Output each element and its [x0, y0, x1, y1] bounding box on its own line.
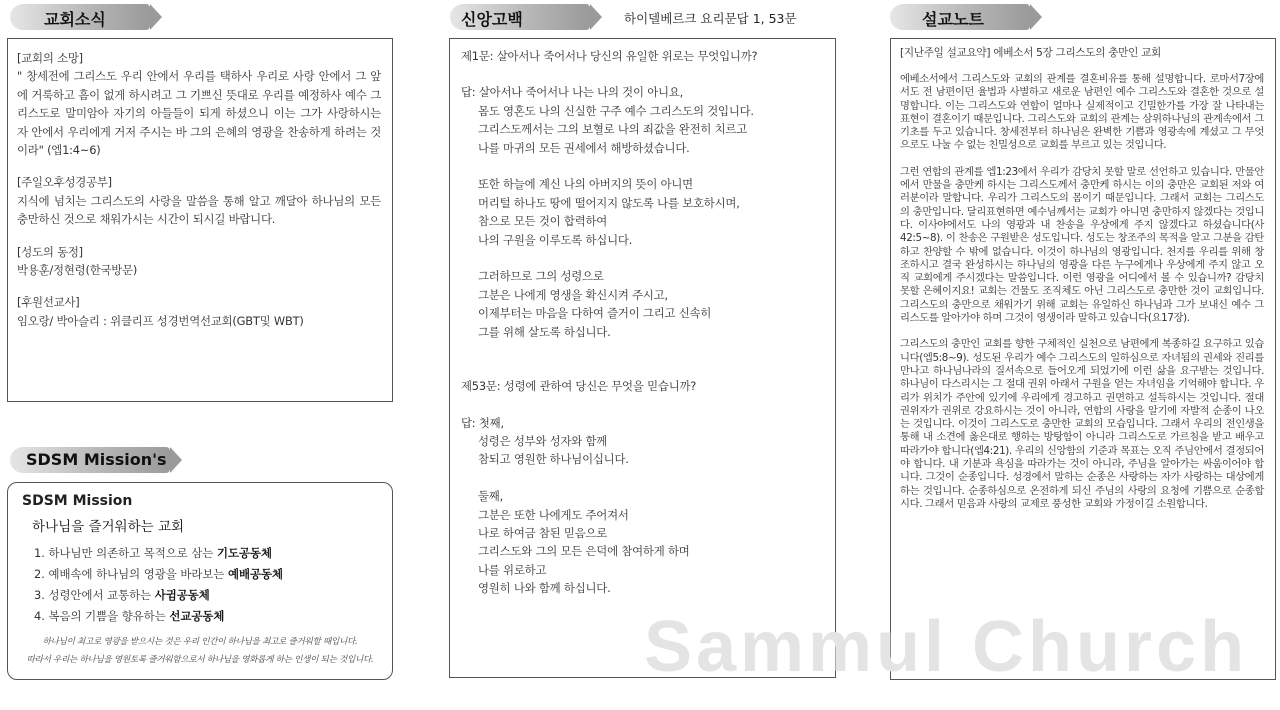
- news-section-missionary: [17, 293, 381, 330]
- church-watermark: Sammul Church: [643, 607, 1249, 687]
- answer-53-lead: 답: 첫째,: [461, 415, 504, 430]
- answer-line: 나로 하여금 참된 믿음으로: [478, 525, 608, 540]
- news-section-heading: [성도의 동정]: [17, 244, 83, 259]
- answer-line: 그리스도께서는 그의 보혈로 나의 죄값을 완전히 치르고: [478, 122, 748, 137]
- sermon-content: [900, 46, 1264, 524]
- answer-line: 이제부터는 마음을 다하여 즐거이 그리고 신속히: [478, 306, 712, 321]
- answer-line: 그분은 나에게 영생을 확신시켜 주시고,: [478, 287, 668, 302]
- answer-line: [478, 157, 826, 175]
- news-content: [17, 49, 381, 344]
- sermon-box: [890, 38, 1276, 680]
- sermon-paragraph: 그리스도의 충만인 교회를 향한 구체적인 실천으로 남편에게 복종하길 요구하고 있습니다(엡5:8~9). 성도된 우리가 예수 그리스도의 일하심으로 자녀됨의 권세와 진리를 만나고 하나님나라의 질서속으로 들어오게 되었기에 이런 삶을 요구받는 것입니다. 하나님이 다스리시는 그 절대 권위 아래서 구원을 얻는 자녀임을 기억해야 합니다. 우리가 위치가 주안에 있기에 우리에게 경고하고 권면하고 설득하시는 것입니다. 절대권위자가 권위로 강요하시는 것이 아니라, 연합의 사랑을 알기에 자발적 순종이 나오는 것입니다. 이것이 그리스도로 충만한 교회의 모습입니다. 그래서 우리의 전인생을 통해 내 소견에 옳은대로 행하는 방탕함이 아니라 그리스도로 가르침을 받고 배우고 따라가야 합니다(엡4:21). 우리의 신앙함의 기준과 목표는 오직 주님안에서 결정되어야 합니다. 내 기분과 욕심을 따라가는 것이 아니라, 주님을 알아가는 싸움이어야 합니다. 그것이 순종입니다. 성경에서 말하는 순종은 사랑하는 자가 사랑하는 대상에게 하는 것입니다. 순종하심으로 온전하게 되신 주님의 사랑의 요청에 기쁨으로 순종합시다. 그래서 믿음과 사랑의 교제로 풍성한 교회와 가정이길 소원합니다.: [900, 338, 1264, 510]
- answer-line: 나를 마귀의 모든 권세에서 해방하셨습니다.: [478, 140, 690, 155]
- sermon-body: [900, 73, 1264, 511]
- sermon-paragraph: 에베소서에서 그리스도와 교회의 관계를 결혼비유를 통해 설명합니다. 로마서7장에서도 전 남편이던 율법과 사별하고 새로운 남편인 예수 그리스도와 결혼한 것으로 설명합니다. 이는 그리스도와 연합이 얼마나 실제적이고 긴밀한가를 가장 잘 나타내는 표현이 결혼이기 때문입니다. 그리스도와 교회의 관계는 삼위하나님의 관계속에서 그 기초를 두고 있습니다. 창세전부터 하나님은 완벽한 기쁨과 영광속에 계셨고 그 무엇으로도 나눌 수 없는 친밀성으로 교회를 부르고 있는 것입니다.: [900, 73, 1264, 152]
- mission-box: [7, 482, 393, 680]
- answer-1-body: [461, 102, 826, 341]
- news-section-heading: [교회의 소망]: [17, 51, 83, 65]
- news-box: [7, 38, 393, 402]
- news-section-body: 임오랑/ 박아슬리 : 위클리프 성경번역선교회(GBT및 WBT): [17, 313, 304, 328]
- answer-line: 영원히 나와 함께 하십니다.: [478, 581, 611, 596]
- answer-line: 성령은 성부와 성자와 함께: [478, 433, 608, 448]
- answer-line: 그리스도와 그의 모든 은덕에 참여하게 하며: [478, 544, 690, 559]
- news-tab-label: 교회소식: [44, 10, 106, 29]
- answer-line: 나를 위로하고: [478, 562, 547, 577]
- question-1: 제1문: 살아서나 죽어서나 당신의 유일한 위로는 무엇입니까?: [461, 49, 758, 63]
- sermon-heading: [지난주일 설교요약] 에베소서 5장 그리스도의 충만인 교회: [900, 47, 1161, 59]
- mission-item: 3. 성령안에서 교통하는 사귐공동체: [34, 588, 210, 602]
- confession-source: 하이델베르크 요리문답 1, 53문: [624, 11, 797, 26]
- mission-title: SDSM Mission: [22, 493, 133, 509]
- mission-item: 4. 복음의 기쁨을 향유하는 선교공동체: [34, 609, 225, 623]
- answer-53-body: [461, 432, 826, 598]
- answer-line: 그를 위해 살도록 하십니다.: [478, 324, 611, 339]
- mission-footer-line: 따라서 우리는 하나님을 영원토록 즐거워함으로서 하나님을 영화롭게 하는 인생이 되는 것입니다.: [26, 655, 374, 665]
- news-section-heading: [후원선교사]: [17, 295, 80, 310]
- sermon-paragraph: 그런 연합의 관계를 엡1:23에서 우리가 감당치 못할 말로 선언하고 있습니다. 만물안에서 만물을 충만케 하시는 그리스도께서 충만케 하시는 이의 충만은 교회된 저와 여러분이라 말합니다. 우리가 그리스도의 몸이기 때문입니다. 그래서 교회는 그리스도의 충만입니다. 달리표현하면 예수님께서는 교회가 아니면 충만하지 않겠다는 것입니다. 이사야에서도 나의 영광과 내 찬송을 우상에게 주지 않겠다고 하셨습니다(사42:5~8). 이 찬송은 구원받은 성도입니다. 성도는 창조주의 목적을 알고 그분을 감탄하고 찬양할 수 밖에 없습니다. 이것이 하나님의 영광입니다. 천지를 우리를 위해 창조하시고 결국 완성하시는 하나님의 영광을 다른 누구에게나 우상에게 주지 않고 오직 교회에게 주시겠다는 말씀입니다. 이런 영광을 어디에서 볼 수 있습니까? 감당치 못할 은혜이지요! 교회는 건물도 조직체도 아닌 그리스도로 충만한 것이 교회입니다. 그리스도의 충만으로 채워가기 위해 교회는 유일하신 하나님과 그가 보내신 예수 그리스도를 알아가야 하며 그것이 영생이라 말하고 있습니다(요17장).: [900, 165, 1264, 325]
- answer-line: 그러하므로 그의 성령으로: [478, 269, 604, 284]
- answer-1-lead: 답: 살아서나 죽어서나 나는 나의 것이 아니요,: [461, 85, 684, 100]
- answer-line: [478, 249, 826, 267]
- sermon-tab-label: 설교노트: [922, 10, 984, 29]
- mission-tab-label: SDSM Mission's: [26, 450, 167, 469]
- news-section-body: 지식에 넘치는 그리스도의 사랑을 말씀을 통해 알고 깨달아 하나님의 모든 충만하신 것으로 채워가시는 시간이 되시길 바랍니다.: [17, 193, 381, 227]
- news-section-body: " 창세전에 그리스도 우리 안에서 우리를 택하사 우리로 사랑 안에서 그 앞에 거룩하고 흠이 없게 하시려고 그 기쁘신 뜻대로 우리를 예정하사 예수 그리스도로 말미암아 자기의 아들들이 되게 하셨으니 이는 그가 사랑하시는 자 안에서 우리에게 거저 주시는 바 그의 은혜의 영광을 찬송하게 하려는 것이라" (엡1:4~6): [17, 69, 381, 158]
- answer-line: 나의 구원을 이루도록 하십니다.: [478, 232, 633, 247]
- confession-tab-label: 신앙고백: [461, 10, 523, 29]
- mission-footer-line: 하나님이 최고로 영광을 받으시는 것은 우리 인간이 하나님을 최고로 즐거워할 때입니다.: [42, 637, 358, 647]
- news-section-members: [17, 243, 381, 280]
- question-53: 제53문: 성령에 관하여 당신은 무엇을 믿습니까?: [461, 379, 697, 394]
- mission-item: 1. 하나님만 의존하고 목적으로 삼는 기도공동체: [34, 546, 273, 560]
- confession-box: [449, 38, 836, 678]
- answer-line: 참되고 영원한 하나님이십니다.: [478, 452, 629, 467]
- confession-content: [461, 47, 826, 598]
- news-section-heading: [주일오후성경공부]: [17, 175, 112, 190]
- answer-line: 참으로 모든 것이 합력하여: [478, 214, 608, 229]
- news-section-study: [17, 173, 381, 228]
- news-section-body: 박용훈/정현령(한국방문): [17, 263, 138, 278]
- answer-line: 그분은 또한 나에게도 주어져서: [478, 507, 629, 522]
- answer-line: 둘째,: [478, 489, 504, 504]
- answer-line: [478, 469, 826, 487]
- mission-content: [22, 493, 378, 669]
- answer-line: 머리털 하나도 땅에 떨어지지 않도록 나를 보호하시며,: [478, 195, 740, 210]
- news-section-hope: [17, 49, 381, 159]
- answer-line: 몸도 영혼도 나의 신실한 구주 예수 그리스도의 것입니다.: [478, 103, 754, 118]
- mission-subtitle: 하나님을 즐거워하는 교회: [32, 519, 185, 535]
- mission-item: 2. 예배속에 하나님의 영광을 바라보는 예배공동체: [34, 567, 284, 581]
- answer-line: 또한 하늘에 계신 나의 아버지의 뜻이 아니면: [478, 177, 693, 192]
